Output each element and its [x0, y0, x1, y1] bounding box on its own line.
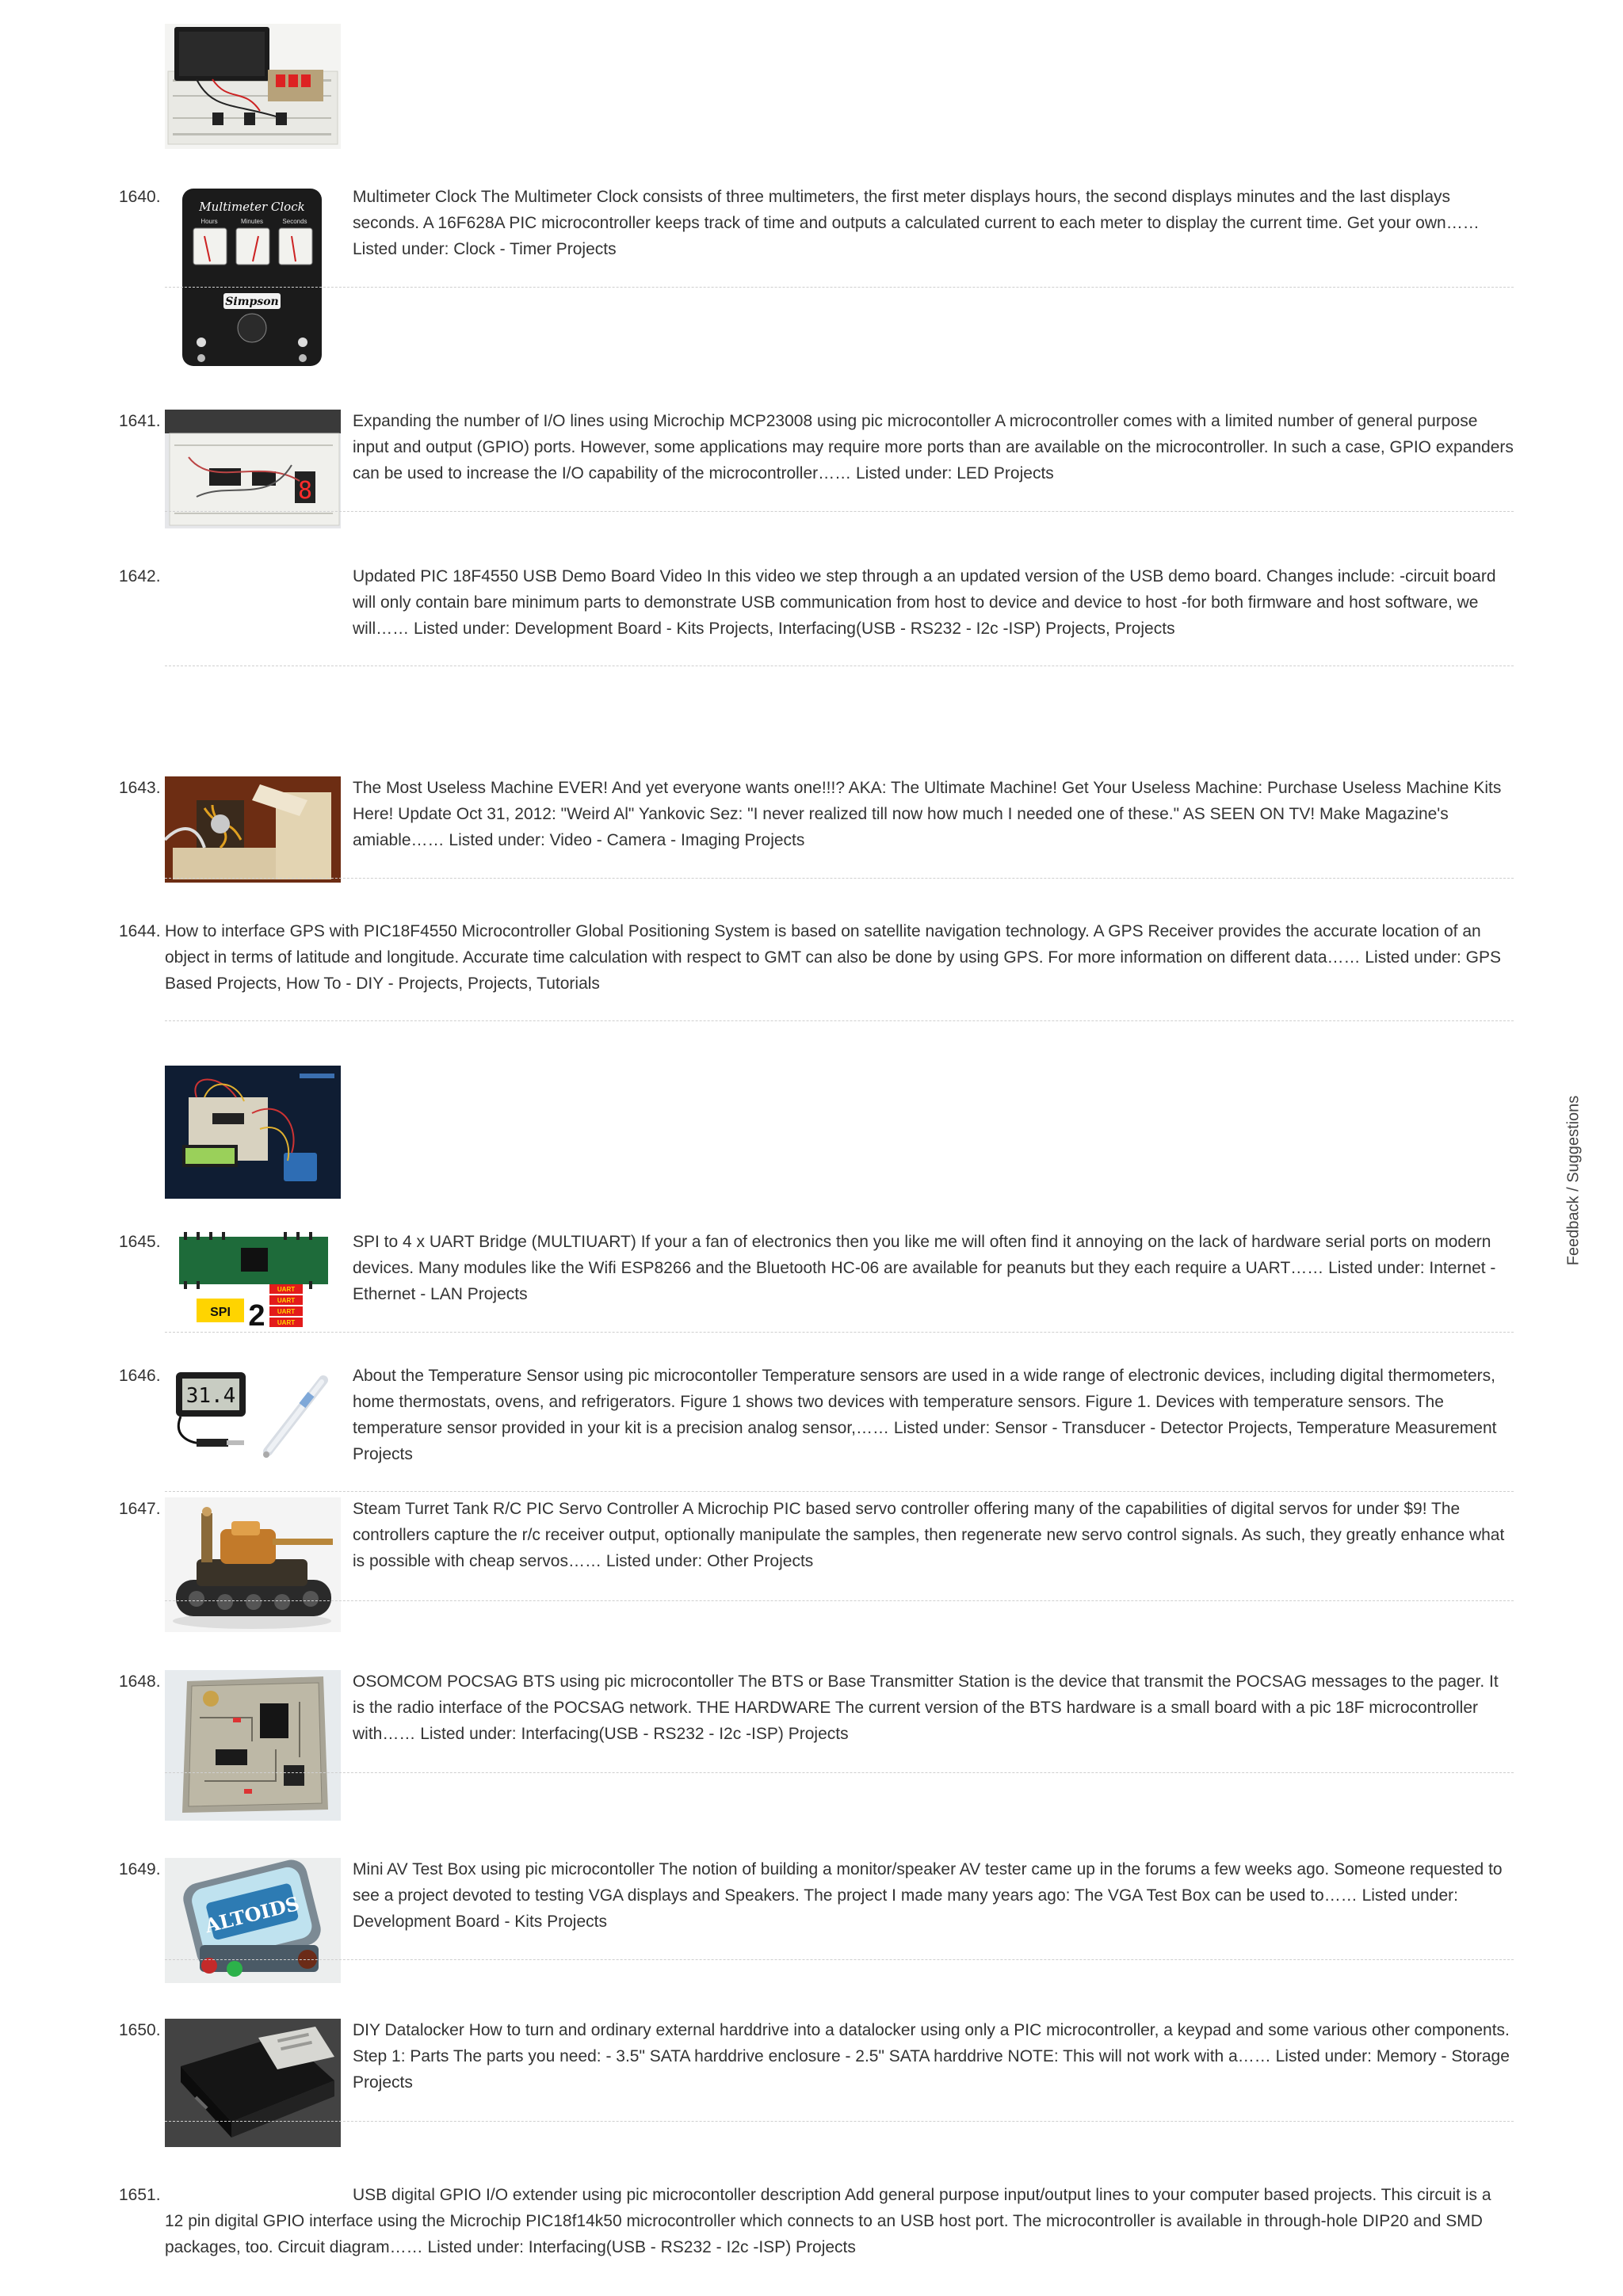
item-title-link[interactable]: SPI to 4 x UART Bridge (MULTIUART)	[353, 1233, 636, 1251]
thermometer-photo	[165, 1364, 341, 1463]
item-number: 1642.	[119, 567, 161, 585]
item-number: 1646.	[119, 1367, 161, 1385]
item-title-link[interactable]: USB digital GPIO I/O extender using pic microcontoller	[353, 2186, 756, 2204]
item-text	[353, 775, 1514, 853]
item-text	[353, 1856, 1514, 1935]
project-thumbnail-multiuart[interactable]	[165, 1232, 341, 1332]
item-divider	[165, 511, 1514, 512]
item-number: 1643.	[119, 779, 161, 797]
item-description: description Add general purpose input/output lines to your computer based projects. This circuit is a 12 pin digital GPIO interface using the Microchip PIC18f14k50 microcontroller which connects to an USB host port. The microcontroller is available in through-hole DIP20 and SMD packages, too. Circuit diagram……	[165, 2186, 1491, 2256]
item-listed-under[interactable]: Listed under: Video - Camera - Imaging Projects	[449, 831, 805, 849]
project-thumbnail-mini-av-test-box[interactable]	[165, 1858, 341, 1983]
multiuart-photo	[165, 1232, 341, 1332]
datalocker-photo	[165, 2019, 341, 2147]
item-text	[353, 408, 1514, 486]
item-number: 1641.	[119, 412, 161, 430]
item-description: How to turn and ordinary external harddrive into a datalocker using only a PIC microcontroller, a keypad and some various other components. Step 1: Parts The parts you need: - 3.5" SATA harddrive enclosure - 2.5" SATA harddrive NOTE: This will not work with a……	[353, 2021, 1510, 2065]
item-divider	[165, 1332, 1514, 1333]
item-text	[353, 1229, 1514, 1307]
item-listed-under[interactable]: Listed under: Clock - Timer Projects	[353, 240, 617, 258]
item-text	[165, 918, 1514, 997]
item-description: A microcontroller comes with a limited number of general purpose input and output (GPIO) ports. However, some applications may require more ports than are available on the microcontroller. In such a case, GPIO expanders can be used to increase the I/O capability of the microcontroller……	[353, 412, 1514, 482]
feedback-suggestions-tab[interactable]: Feedback / Suggestions	[1564, 1095, 1583, 1266]
item-description: A Microchip PIC based servo controller offering many of the capabilities of digital servos for under $9! The controllers capture the r/c receiver output, optionally manipulate the samples, then regenerate new servo control signals. As such, they greatly enhance what is possible with cheap servos……	[353, 1500, 1505, 1570]
spi-label: SPI	[210, 1306, 231, 1319]
gps-project-photo	[165, 1066, 341, 1199]
project-thumbnail-gps[interactable]	[165, 1066, 341, 1199]
uart-label: UART	[277, 1297, 296, 1304]
brand-text: Simpson	[225, 296, 279, 308]
multimeter-clock-photo	[165, 184, 341, 374]
uart-label: UART	[277, 1319, 296, 1326]
item-divider	[165, 1020, 1514, 1021]
item-title-link[interactable]: OSOMCOM POCSAG BTS using pic microcontoller	[353, 1672, 734, 1691]
item-number: 1649.	[119, 1860, 161, 1878]
item-text	[353, 563, 1514, 642]
item-divider	[165, 878, 1514, 879]
useless-machine-photo	[165, 776, 341, 883]
altoids-text: ALTOIDS	[202, 1891, 302, 1938]
item-text	[353, 1496, 1514, 1574]
hours-label: Hours	[200, 218, 218, 225]
item-title-link[interactable]: Mini AV Test Box using pic microcontoller	[353, 1860, 655, 1878]
project-thumbnail-breadboard[interactable]	[165, 24, 341, 149]
uart-label: UART	[277, 1286, 296, 1293]
breadboard-photo	[165, 24, 341, 149]
item-description: In this video we step through a an updated version of the USB demo board. Changes include: -circuit board will only contain bare minimum parts to demonstrate USB communication from host to device and device to host -for both firmware and host software, we will……	[353, 567, 1496, 638]
item-divider	[165, 1959, 1514, 1960]
item-listed-under[interactable]: Listed under: GPS Based Projects, How To - DIY - Projects, Projects, Tutorials	[165, 948, 1501, 993]
project-thumbnail-steam-turret-tank[interactable]	[165, 1497, 341, 1632]
project-thumbnail-pocsag-bts[interactable]	[165, 1670, 341, 1821]
item-title-link[interactable]: Updated PIC 18F4550 USB Demo Board Video	[353, 567, 702, 585]
item-number: 1651.	[119, 2186, 161, 2204]
item-title-link[interactable]: Multimeter Clock	[353, 188, 477, 206]
item-listed-under[interactable]: Listed under: Other Projects	[605, 1552, 814, 1570]
item-listed-under[interactable]: Listed under: Memory - Storage Projects	[353, 2047, 1510, 2092]
item-description: The Multimeter Clock consists of three multimeters, the first meter displays hours, the second displays minutes and the last displays seconds. A 16F628A PIC microcontroller keeps track of time and outputs a calculated current to each meter to display the current time. Get your own……	[353, 188, 1480, 232]
clock-label-text: Multimeter Clock	[199, 200, 305, 214]
item-number: 1644.	[119, 922, 161, 940]
item-title-link[interactable]: How to interface GPS with PIC18F4550 Microcontroller	[165, 922, 571, 940]
item-text	[353, 1669, 1514, 1747]
item-divider	[165, 1772, 1514, 1773]
item-divider	[165, 1491, 1514, 1492]
item-description: If your a fan of electronics then you like me will often find it annoying on the lack of hardware serial ports on modern devices. Many modules like the Wifi ESP8266 and the Bluetooth HC-06 are available for peanuts but they each require a UART……	[353, 1233, 1491, 1277]
item-number: 1645.	[119, 1233, 161, 1251]
item-listed-under[interactable]: Listed under: Development Board - Kits Projects, Interfacing(USB - RS232 - I2c -ISP) Projects, Projects	[414, 620, 1175, 638]
item-description: Temperature sensors are used in a wide range of electronic devices, including digital thermometers, home thermostats, ovens, and refrigerators. Figure 1 shows two devices with temperature sensors. Figure 1. Devices with temperature sensors. The temperature sensor provided in your kit is a precision analog sensor,……	[353, 1367, 1495, 1437]
project-thumbnail-temperature-sensor[interactable]	[165, 1364, 341, 1463]
steam-tank-photo	[165, 1497, 341, 1632]
item-listed-under[interactable]: Listed under: Interfacing(USB - RS232 - I2c -ISP) Projects	[420, 1725, 849, 1743]
item-listed-under[interactable]: Listed under: Interfacing(USB - RS232 - I2c -ISP) Projects	[427, 2238, 856, 2256]
item-text	[353, 1363, 1514, 1467]
pocsag-board-photo	[165, 1670, 341, 1821]
item-title-link[interactable]: DIY Datalocker	[353, 2021, 464, 2039]
item-number: 1640.	[119, 188, 161, 206]
item-title-link[interactable]: About the Temperature Sensor using pic microcontoller	[353, 1367, 758, 1385]
item-title-link[interactable]: Steam Turret Tank R/C PIC Servo Controller	[353, 1500, 679, 1518]
svg-text:8: 8	[297, 477, 313, 505]
uart-label: UART	[277, 1308, 296, 1315]
item-text	[165, 2182, 1514, 2260]
minutes-label: Minutes	[240, 218, 264, 225]
item-description: The BTS or Base Transmitter Station is the device that transmit the POCSAG messages to the pager. It is the radio interface of the POCSAG network. THE HARDWARE The current version of the BTS hardware is a small board with a pic 18F microcontroller with……	[353, 1672, 1499, 1743]
item-text	[353, 184, 1514, 262]
item-listed-under[interactable]: Listed under: Internet - Ethernet - LAN Projects	[353, 1259, 1496, 1303]
project-thumbnail-multimeter-clock[interactable]	[165, 184, 341, 374]
item-text	[353, 2017, 1514, 2096]
item-title-link[interactable]: Expanding the number of I/O lines using Microchip MCP23008 using pic microcontoller	[353, 412, 991, 430]
two-label: 2	[248, 1299, 265, 1332]
lcd-reading: 31.4	[185, 1384, 236, 1408]
item-number: 1648.	[119, 1672, 161, 1691]
project-thumbnail-datalocker[interactable]	[165, 2019, 341, 2147]
item-description: The notion of building a monitor/speaker AV tester came up in the forums a few weeks ago. Someone requested to see a project devoted to testing VGA displays and Speakers. The project I made many years ago: The VGA Test Box can be used to……	[353, 1860, 1503, 1905]
item-divider	[165, 1600, 1514, 1601]
project-thumbnail-useless-machine[interactable]	[165, 776, 341, 883]
item-number: 1647.	[119, 1500, 161, 1518]
item-description: Global Positioning System is based on satellite navigation technology. A GPS Receiver provides the accurate location of an object in terms of latitude and longitude. Accurate time calculation with respect to GMT can also be done by using GPS. For more information on different data……	[165, 922, 1481, 967]
av-test-box-photo	[165, 1858, 341, 1983]
item-listed-under[interactable]: Listed under: LED Projects	[855, 464, 1054, 482]
item-divider	[165, 2121, 1514, 2122]
item-description: And yet everyone wants one!!!? AKA: The Ultimate Machine! Get Your Useless Machine: Purchase Useless Machine Kits Here! Update Oct 31, 2012: "Weird Al" Yankovic Sez: "I never realized till now how much I needed one of these." AS SEEN ON TV! Make Magazine's amiable……	[353, 779, 1502, 849]
item-listed-under[interactable]: Listed under: Development Board - Kits Projects	[353, 1886, 1458, 1931]
item-listed-under[interactable]: Listed under: Sensor - Transducer - Detector Projects, Temperature Measurement Projects	[353, 1419, 1497, 1463]
seconds-label: Seconds	[282, 218, 307, 225]
item-number: 1650.	[119, 2021, 161, 2039]
item-title-link[interactable]: The Most Useless Machine EVER!	[353, 779, 609, 797]
item-divider	[165, 287, 1514, 288]
